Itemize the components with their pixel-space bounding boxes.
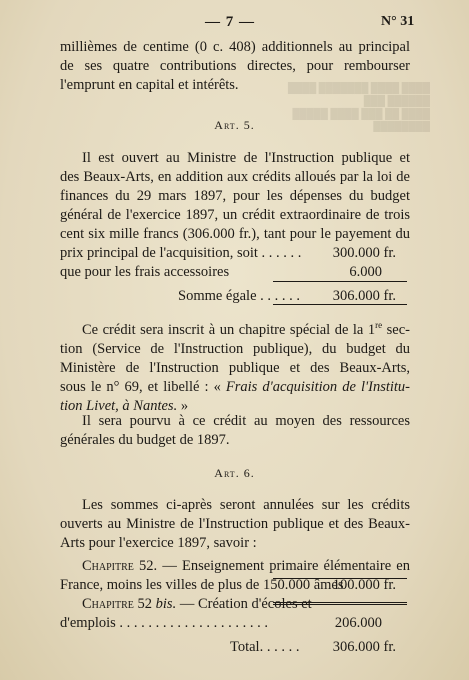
page-header [0,14,469,34]
text-line: sous le n° 69, et libellé : « Frais d'acquisition de l'Institu- [60,378,411,395]
amount-label: prix principal de l'acquisition, soit . . . . . . [60,245,302,261]
amount-value: 206.000 [334,615,382,631]
text-line: ouverts au Ministre de l'Instruction publique et des Beaux- [60,516,410,532]
total-value: 306.000 fr. [332,639,396,655]
chapter-52-bis-amount-row [60,614,410,633]
text-line: Il sera pourvu à ce crédit au moyen des ressources [82,413,410,429]
amount-label: d'emplois . . . . . . . . . . . . . . . . . . . . . [60,615,269,631]
text-line: Il est ouvert au Ministre de l'Instruction publique et [82,150,410,166]
chapter-52-line: Chapitre 52. — Enseignement primaire élémentaire en [82,558,410,574]
article-title: Art. 5. [214,118,255,132]
bleed-through-text: ████ ████ ███████ ████ ██████ ███ ████ ██ ███ ████ █████ ████████ [287,83,430,132]
text-line: de ses quatre contributions directes, pour rembourser [60,58,410,74]
text-line: Arts pour l'exercice 1897, savoir : [60,535,257,551]
chapter-list [60,557,410,657]
text-line: des Beaux-Arts, en addition aux crédits alloués par la loi de [60,169,410,185]
sum-rule [273,281,407,282]
article-6-heading [0,466,469,481]
amount-value: 306.000 fr. [332,288,396,304]
text-line: général de l'exercice 1897, un crédit extraordinaire de trois [60,207,410,223]
text-line: l'emprunt en capital et intérêts. [60,77,239,93]
sum-underline [273,304,407,305]
total-label: Total. . . . . . [230,639,300,655]
article-5-paragraph-1 [60,149,410,306]
article-5-heading [0,118,469,133]
text-line: Les sommes ci-après seront annulées sur les crédits [82,497,410,513]
text-line: Ministère de l'Instruction publique et des Beaux-Arts, [60,359,410,376]
text-line: finances du 29 mars 1897, pour les dépenses du budget [60,188,410,204]
opening-paragraph [60,38,410,95]
amount-row-accessory [60,263,410,282]
text-line: tion (Service de l'Instruction publique), du budget du [60,340,410,357]
amount-value: 100.000 fr. [332,577,396,593]
chapter-52-bis-line: Chapitre 52 bis. — Création d'écoles et [82,596,312,612]
page-number: — 7 — [205,14,255,30]
article-5-paragraph-2 [60,316,410,416]
amount-value: 300.000 fr. [332,245,396,261]
article-title: Art. 6. [214,466,255,480]
amount-value: 6.000 [349,264,382,280]
text-line: tion Livet, à Nantes. » [60,397,189,414]
text-line: générales du budget de 1897. [60,432,230,448]
amount-label: que pour les frais accessoires [60,264,230,280]
amount-row-principal [60,244,410,263]
total-rule [273,578,407,579]
text-line: cent six mille francs (306.000 fr.), tant pour le payement du [60,226,410,242]
amount-label: Somme égale . . . . . . [178,288,301,304]
text-line: Ce crédit sera inscrit à un chapitre spécial de la 1re sec- [82,320,410,338]
text-line: millièmes de centime (0 c. 408) additionnels au principal [60,39,410,55]
amount-label: France, moins les villes de plus de 150.000 âmes [60,577,344,593]
article-5-paragraph-3 [60,412,410,450]
total-double-underline [273,602,407,605]
article-6-paragraph-1 [60,496,410,553]
document-number: N° 31 [381,14,415,29]
total-row [60,638,410,657]
